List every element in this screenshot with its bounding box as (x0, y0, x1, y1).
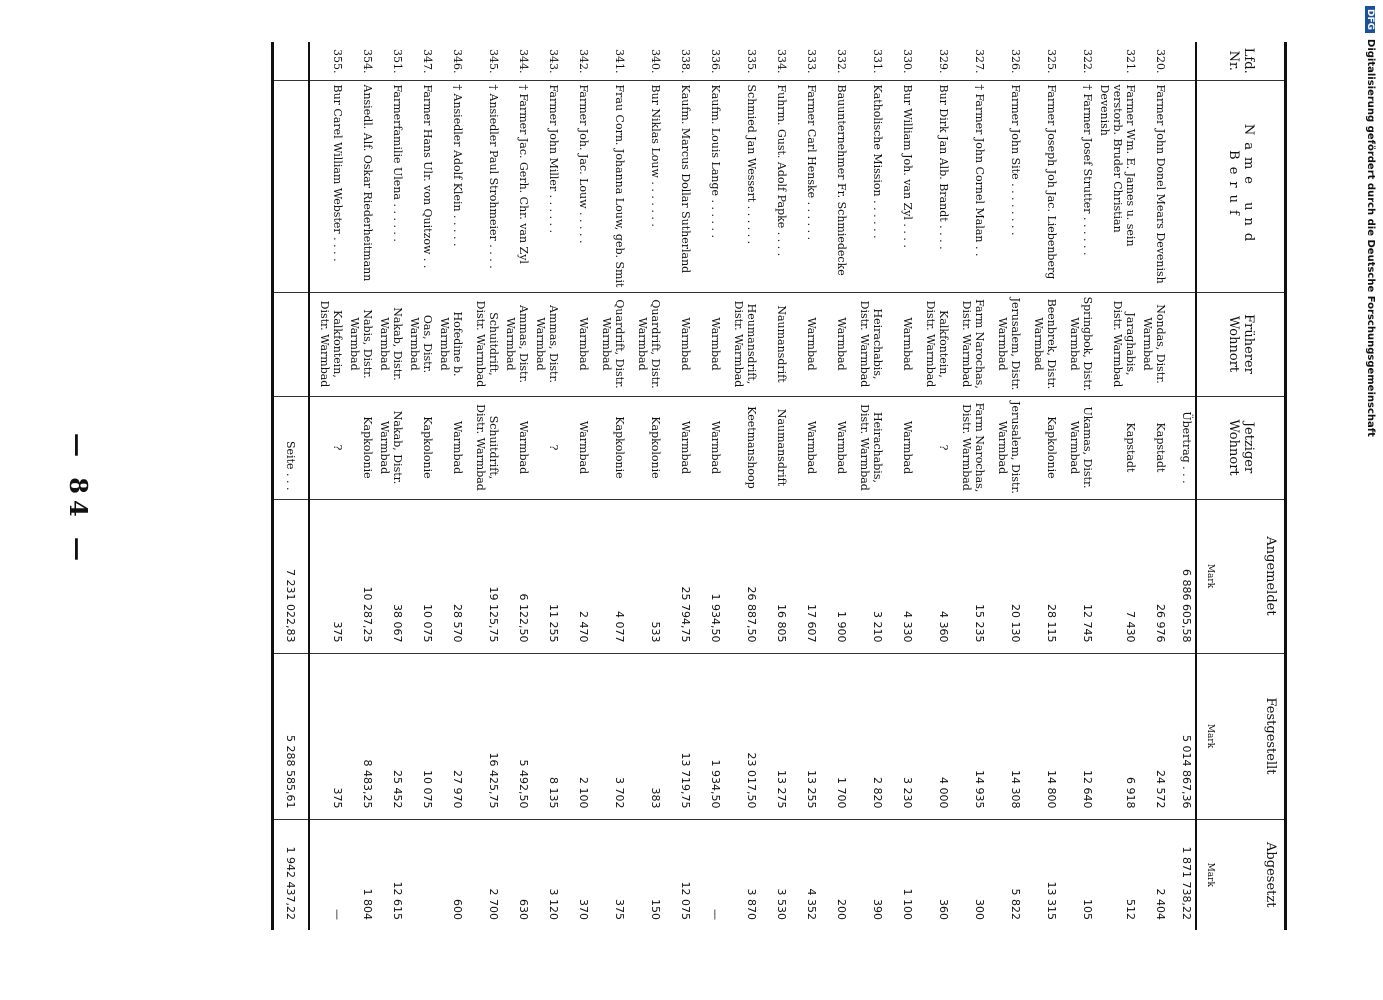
row-current-residence: ? (532, 396, 562, 499)
table-header-row (1196, 42, 1286, 930)
row-fixed-amount: 13 255 (790, 653, 820, 819)
row-previous-residence: Heirachabis, Distr. Warmbad (850, 292, 886, 396)
row-rejected-amount: 3 870 (724, 819, 760, 930)
row-name: Bur Niklas Louw . . . . . . . (628, 80, 664, 292)
row-rejected-amount: — (309, 819, 346, 930)
row-nr: 354. (361, 49, 374, 74)
row-current-residence: Warmbad (436, 396, 466, 499)
row-current-residence: Schuitdrift, Distr. Warmbad (466, 396, 502, 499)
row-rejected-amount: 3 530 (760, 819, 790, 930)
row-name: Bauunternehmer Fr. Schmiedecke (820, 80, 850, 292)
row-nr: 321. (1124, 49, 1137, 74)
header-name (1196, 80, 1286, 292)
row-nr: 336. (709, 49, 722, 74)
row-previous-residence: Beenbrek, Distr. Warmbad (1024, 292, 1060, 396)
row-current-residence: ? (916, 396, 952, 499)
row-fixed-amount: 14 308 (988, 653, 1024, 819)
row-name: Katholische Mission . . . . . . (850, 80, 886, 292)
row-previous-residence: Warmbad (886, 292, 916, 396)
row-nr: 344. (517, 49, 530, 74)
row-rejected-amount: 370 (562, 819, 592, 930)
header-rejected (1196, 819, 1286, 930)
row-fixed-amount: 2 820 (850, 653, 886, 819)
row-fixed-amount: 2 100 (562, 653, 592, 819)
row-declared-amount: 15 235 (952, 499, 988, 653)
row-rejected-amount: 300 (952, 819, 988, 930)
row-name: Farmer Joh. Jac. Louw . . . . . (562, 80, 592, 292)
table-row (886, 42, 916, 930)
row-nr: 334. (775, 49, 788, 74)
row-fixed-amount: 3 230 (886, 653, 916, 819)
row-previous-residence: Warmbad (790, 292, 820, 396)
header-name-label: Name und Beruf (1226, 123, 1257, 249)
table-row (1139, 42, 1169, 930)
row-declared-amount: 4 077 (592, 499, 628, 653)
row-declared-amount: 2 470 (562, 499, 592, 653)
row-name: Farmer John Miller . . . . . . (532, 80, 562, 292)
row-declared-amount: 10 075 (406, 499, 436, 653)
row-name: Bur Dirk Jan Alb. Brandt . . . . (916, 80, 952, 292)
row-rejected-amount: 375 (592, 819, 628, 930)
row-fixed-amount: 24 572 (1139, 653, 1169, 819)
row-current-residence: Farm Narochas, Distr. Warmbad (952, 396, 988, 499)
page-total-label: Seite . . . (273, 396, 310, 499)
row-rejected-amount: 2 404 (1139, 819, 1169, 930)
table-row (664, 42, 694, 930)
row-current-residence: Kapkolonie (406, 396, 436, 499)
row-name: Kaufm. Louis Lange . . . . . . (694, 80, 724, 292)
row-name: Ansiedl. Alf. Oskar Riederheitmann (346, 80, 376, 292)
row-declared-amount: 16 805 (760, 499, 790, 653)
row-nr: 325. (1045, 49, 1058, 74)
row-fixed-amount: 27 970 (436, 653, 466, 819)
row-current-residence: Kapkolonie (628, 396, 664, 499)
row-declared-amount: 3 210 (850, 499, 886, 653)
header-current: Jetziger Wohnort (1196, 396, 1286, 499)
row-previous-residence: Jaraghabis, Distr. Warmbad (1096, 292, 1139, 396)
row-name: † Ansiedler Adolf Klein . . . . . (436, 80, 466, 292)
row-declared-amount: 20 130 (988, 499, 1024, 653)
row-rejected-amount: 105 (1060, 819, 1096, 930)
row-previous-residence: Oas, Distr. Warmbad (406, 292, 436, 396)
header-declared-label: Angemeldet (1263, 536, 1278, 616)
row-nr: 347. (421, 49, 434, 74)
row-previous-residence: Warmbad (694, 292, 724, 396)
unit-mark: Mark (1205, 862, 1215, 887)
row-previous-residence: Kalkfontein, Distr. Warmbad (916, 292, 952, 396)
row-rejected-amount: 12 075 (664, 819, 694, 930)
carry-over-rejected: 1 871 738,22 (1169, 819, 1196, 930)
row-current-residence: Warmbad (664, 396, 694, 499)
row-rejected-amount: 360 (916, 819, 952, 930)
row-declared-amount: 6 122,50 (502, 499, 532, 653)
row-declared-amount: 12 745 (1060, 499, 1096, 653)
dfg-credit-text: Digitalisierung gefördert durch die Deutsche Forschungsgemeinschaft (1365, 39, 1376, 437)
row-name: Bur Carel William Webster . . . . (309, 80, 346, 292)
row-nr: 343. (547, 49, 560, 74)
row-nr: 345. (487, 49, 500, 74)
row-previous-residence: Warmbad (664, 292, 694, 396)
header-nr: Lfd. Nr. (1196, 42, 1286, 80)
row-declared-amount: 28 570 (436, 499, 466, 653)
row-current-residence: Naumansdrift (760, 396, 790, 499)
row-nr: 340. (649, 49, 662, 74)
table-row (724, 42, 760, 930)
table-row (436, 42, 466, 930)
row-name: Farmer Carl Henske . . . . . . (790, 80, 820, 292)
row-name: Farmer John Site . . . . . . . . (988, 80, 1024, 292)
row-previous-residence: Schuitdrift, Distr. Warmbad (466, 292, 502, 396)
table-row (466, 42, 502, 930)
row-previous-residence: Heumansdrift, Distr. Warmbad (724, 292, 760, 396)
page-total-row (273, 42, 310, 930)
row-previous-residence: Jerusalem, Distr. Warmbad (988, 292, 1024, 396)
row-current-residence: Kapkolonie (346, 396, 376, 499)
header-declared (1196, 499, 1286, 653)
row-current-residence: Kapkolonie (1024, 396, 1060, 499)
row-rejected-amount: 200 (820, 819, 850, 930)
row-nr: 326. (1009, 49, 1022, 74)
table-row (562, 42, 592, 930)
row-name: Bur William Joh. van Zyl . . . . (886, 80, 916, 292)
row-current-residence: Heirachabis, Distr. Warmbad (850, 396, 886, 499)
row-declared-amount: 4 330 (886, 499, 916, 653)
row-declared-amount: 28 115 (1024, 499, 1060, 653)
page-total-declared: 7 231 022,83 (273, 499, 310, 653)
row-previous-residence: Hofedine b. Warmbad (436, 292, 466, 396)
row-fixed-amount: 25 452 (376, 653, 406, 819)
header-rejected-label: Abgesetzt (1263, 842, 1278, 908)
row-current-residence: Jerusalem, Distr. Warmbad (988, 396, 1024, 499)
header-fixed (1196, 653, 1286, 819)
row-rejected-amount (406, 819, 436, 930)
row-nr: 335. (745, 49, 758, 74)
row-name: Farmerfamilie Ulena . . . . . . (376, 80, 406, 292)
row-fixed-amount: 13 275 (760, 653, 790, 819)
row-current-residence: Kapkolonie (592, 396, 628, 499)
row-current-residence: Kapstadt (1096, 396, 1139, 499)
row-nr: 331. (871, 49, 884, 74)
carry-over-row (1169, 42, 1196, 930)
row-fixed-amount: 14 935 (952, 653, 988, 819)
row-current-residence: Nakab, Distr. Warmbad (376, 396, 406, 499)
table-row (309, 42, 346, 930)
page-total-rejected: 1 942 437,22 (273, 819, 310, 930)
row-nr: 322. (1081, 49, 1094, 74)
carry-over-label: Übertrag . . . (1169, 396, 1196, 499)
row-current-residence: Warmbad (886, 396, 916, 499)
table-row (346, 42, 376, 930)
row-current-residence: Warmbad (820, 396, 850, 499)
row-previous-residence: Kalkfontein, Distr. Warmbad (309, 292, 346, 396)
row-nr: 342. (577, 49, 590, 74)
row-rejected-amount: 512 (1096, 819, 1139, 930)
row-rejected-amount: — (694, 819, 724, 930)
row-rejected-amount: 4 352 (790, 819, 820, 930)
row-fixed-amount: 3 702 (592, 653, 628, 819)
table-row (1096, 42, 1139, 930)
row-name: Farmer Hans Ulr. von Quitzow . . (406, 80, 436, 292)
row-current-residence: Ukamas, Distr. Warmbad (1060, 396, 1096, 499)
row-rejected-amount: 1 100 (886, 819, 916, 930)
row-fixed-amount: 13 719,75 (664, 653, 694, 819)
unit-mark: Mark (1205, 563, 1215, 589)
row-declared-amount: 25 794,75 (664, 499, 694, 653)
row-rejected-amount: 1 804 (346, 819, 376, 930)
row-fixed-amount: 1 700 (820, 653, 850, 819)
row-fixed-amount: 383 (628, 653, 664, 819)
header-fixed-label: Festgestellt (1263, 697, 1278, 775)
row-name: Schmied Jan Wessert . . . . . . (724, 80, 760, 292)
row-previous-residence: Naumansdrift (760, 292, 790, 396)
row-previous-residence: Springbok, Distr. Warmbad (1060, 292, 1096, 396)
row-name: Farmer John Donel Mears Devenish (1139, 80, 1169, 292)
row-nr: 355. (331, 49, 344, 74)
row-declared-amount: 375 (309, 499, 346, 653)
row-name: Farmer Wm. E. James u. sein verstorb. Bruder Christian Devenish (1096, 80, 1139, 292)
row-declared-amount: 7 430 (1096, 499, 1139, 653)
dfg-credit (1361, 6, 1379, 996)
row-declared-amount: 10 287,25 (346, 499, 376, 653)
row-previous-residence: Nabis, Distr. Warmbad (346, 292, 376, 396)
row-fixed-amount: 8 135 (532, 653, 562, 819)
row-name: Kaufm. Marcus Dollar Sutherland (664, 80, 694, 292)
row-previous-residence: Ammas, Distr. Warmbad (502, 292, 532, 396)
unit-mark: Mark (1205, 723, 1215, 749)
row-fixed-amount: 8 483,25 (346, 653, 376, 819)
page-total-fixed: 5 288 585,61 (273, 653, 310, 819)
row-nr: 332. (835, 49, 848, 74)
table-body (273, 42, 1197, 930)
row-nr: 351. (391, 49, 404, 74)
row-name: Frau Corn. Johanna Louw, geb. Smit (592, 80, 628, 292)
row-rejected-amount: 600 (436, 819, 466, 930)
table-row (988, 42, 1024, 930)
row-current-residence: Warmbad (790, 396, 820, 499)
table-row (1024, 42, 1060, 930)
table-row (694, 42, 724, 930)
row-current-residence: ? (309, 396, 346, 499)
dfg-logo: DFG (1365, 6, 1375, 33)
table-row (1060, 42, 1096, 930)
row-fixed-amount: 10 075 (406, 653, 436, 819)
row-current-residence: Warmbad (562, 396, 592, 499)
row-declared-amount: 26 887,50 (724, 499, 760, 653)
row-fixed-amount: 23 017,50 (724, 653, 760, 819)
row-rejected-amount: 150 (628, 819, 664, 930)
row-declared-amount: 19 125,75 (466, 499, 502, 653)
row-declared-amount: 533 (628, 499, 664, 653)
row-name: † Ansiedler Paul Strohmeier . . . . (466, 80, 502, 292)
row-name: † Farmer Josef Strutter . . . . . . (1060, 80, 1096, 292)
row-nr: 327. (973, 49, 986, 74)
row-name: Farmer Joseph Joh Jac. Liebenberg (1024, 80, 1060, 292)
row-fixed-amount: 12 640 (1060, 653, 1096, 819)
row-nr: 329. (937, 49, 950, 74)
row-current-residence: Warmbad (694, 396, 724, 499)
page-number: — 84 — (64, 432, 93, 568)
table-row (790, 42, 820, 930)
table-row (820, 42, 850, 930)
row-rejected-amount: 2 700 (466, 819, 502, 930)
row-declared-amount: 1 934,50 (694, 499, 724, 653)
row-fixed-amount: 14 800 (1024, 653, 1060, 819)
row-previous-residence: Ammas, Distr. Warmbad (532, 292, 562, 396)
table-row (406, 42, 436, 930)
table-row (916, 42, 952, 930)
row-current-residence: Warmbad (502, 396, 532, 499)
row-current-residence: Keetmanshoop (724, 396, 760, 499)
row-nr: 338. (679, 49, 692, 74)
row-previous-residence: Quardrift, Distr. Warmbad (592, 292, 628, 396)
row-rejected-amount: 13 315 (1024, 819, 1060, 930)
row-previous-residence: Farm Narochas, Distr. Warmbad (952, 292, 988, 396)
row-declared-amount: 4 360 (916, 499, 952, 653)
row-previous-residence: Warmbad (820, 292, 850, 396)
row-fixed-amount: 375 (309, 653, 346, 819)
row-name: Fuhrm. Gust. Adolf Papke . . . . (760, 80, 790, 292)
row-fixed-amount: 6 918 (1096, 653, 1139, 819)
header-previous: Früherer Wohnort (1196, 292, 1286, 396)
table-row (760, 42, 790, 930)
row-previous-residence: Nakab, Distr. Warmbad (376, 292, 406, 396)
row-declared-amount: 26 976 (1139, 499, 1169, 653)
row-rejected-amount: 630 (502, 819, 532, 930)
row-nr: 346. (451, 49, 464, 74)
row-previous-residence: Quardrift, Distr. Warmbad (628, 292, 664, 396)
row-current-residence: Kapstadt (1139, 396, 1169, 499)
carry-over-fixed: 5 014 867,36 (1169, 653, 1196, 819)
row-fixed-amount: 5 492,50 (502, 653, 532, 819)
row-nr: 330. (901, 49, 914, 74)
row-declared-amount: 17 607 (790, 499, 820, 653)
row-rejected-amount: 12 615 (376, 819, 406, 930)
row-previous-residence: Warmbad (562, 292, 592, 396)
row-name: † Farmer John Cornel Malan . . (952, 80, 988, 292)
row-declared-amount: 38 067 (376, 499, 406, 653)
table-row (952, 42, 988, 930)
row-fixed-amount: 16 425,75 (466, 653, 502, 819)
table-row (532, 42, 562, 930)
row-nr: 320. (1154, 49, 1167, 74)
row-rejected-amount: 3 120 (532, 819, 562, 930)
table-row (850, 42, 886, 930)
carry-over-declared: 6 886 605,58 (1169, 499, 1196, 653)
row-previous-residence: Nondas, Distr. Warmbad (1139, 292, 1169, 396)
row-name: † Farmer Jac. Gerh. Chr. van Zyl (502, 80, 532, 292)
row-fixed-amount: 1 934,50 (694, 653, 724, 819)
row-nr: 333. (805, 49, 818, 74)
row-rejected-amount: 5 822 (988, 819, 1024, 930)
row-declared-amount: 1 900 (820, 499, 850, 653)
row-nr: 341. (613, 49, 626, 74)
row-fixed-amount: 4 000 (916, 653, 952, 819)
table-row (502, 42, 532, 930)
row-declared-amount: 11 255 (532, 499, 562, 653)
table-row (376, 42, 406, 930)
compensation-table (271, 42, 1287, 930)
table-row (628, 42, 664, 930)
row-rejected-amount: 390 (850, 819, 886, 930)
table-row (592, 42, 628, 930)
